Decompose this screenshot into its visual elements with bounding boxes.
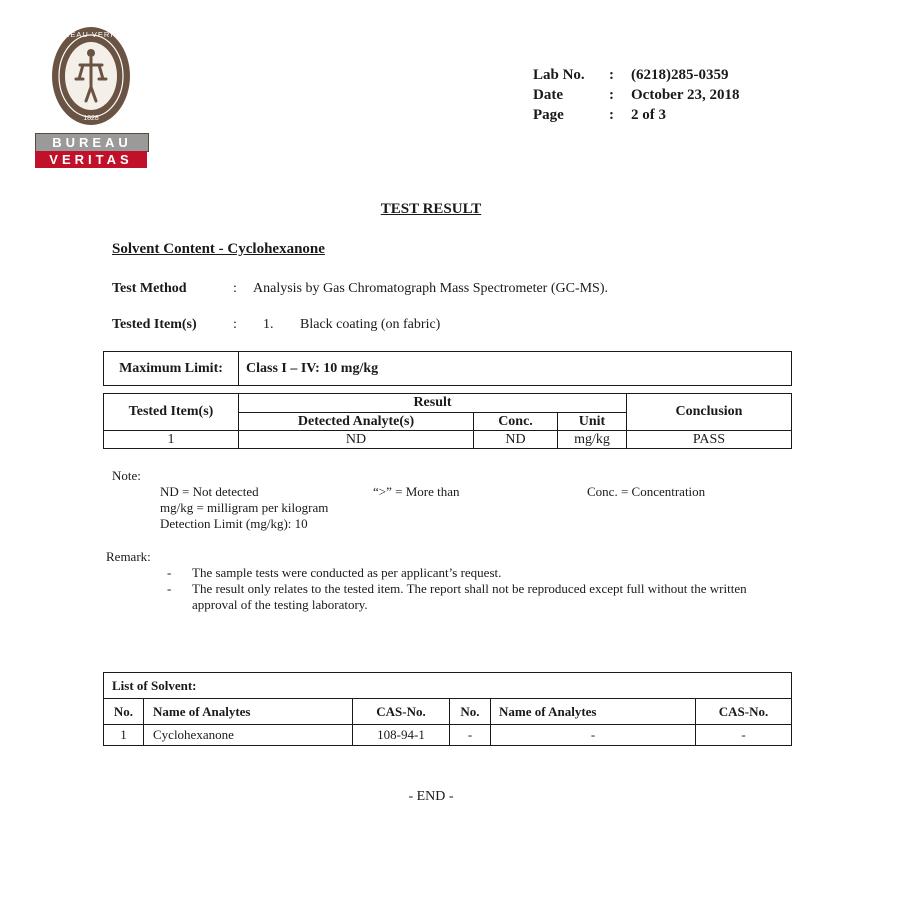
note-more-than: “>” = More than [373, 484, 460, 499]
solvent-cell-cas-1: 108-94-1 [353, 725, 450, 746]
remark-dash-1: - [167, 565, 172, 580]
result-table [103, 393, 792, 449]
tested-items-label: Tested Item(s) [112, 317, 197, 332]
date-label: Date [533, 87, 563, 103]
result-cell-detected: ND [239, 431, 474, 449]
tested-items-colon: : [233, 317, 237, 332]
svg-text:BUREAU VERITAS: BUREAU VERITAS [51, 30, 131, 39]
test-method-value: Analysis by Gas Chromatograph Mass Spectrometer (GC-MS). [253, 281, 609, 296]
result-header-tested-items: Tested Item(s) [104, 394, 239, 431]
lab-no-value: (6218)285-0359 [631, 67, 729, 83]
remark-item-2-line-1: The result only relates to the tested item. The report shall not be reproduced except full without the written [192, 581, 747, 596]
date-colon: : [609, 87, 614, 103]
remark-dash-2: - [167, 581, 172, 596]
end-marker: - END - [408, 789, 454, 804]
note-conc: Conc. = Concentration [587, 484, 706, 499]
result-header-unit: Unit [558, 413, 627, 431]
tested-items-value: Black coating (on fabric) [300, 317, 441, 332]
result-header-result: Result [239, 394, 627, 413]
maximum-limit-table [103, 351, 792, 386]
solvent-header-cas-2: CAS-No. [696, 699, 792, 725]
note-label: Note: [112, 468, 141, 483]
table-row [104, 431, 792, 449]
result-header-detected-analytes: Detected Analyte(s) [239, 413, 474, 431]
result-cell-item: 1 [104, 431, 239, 449]
result-header-conclusion: Conclusion [627, 394, 792, 431]
page-value: 2 of 3 [631, 107, 666, 123]
solvent-header-cas-1: CAS-No. [353, 699, 450, 725]
remark-item-1: The sample tests were conducted as per applicant’s request. [192, 565, 502, 580]
date-value: October 23, 2018 [631, 87, 740, 103]
logo-band-bureau: BUREAU [35, 133, 149, 152]
solvent-header-no-2: No. [450, 699, 491, 725]
table-row [104, 725, 792, 746]
note-nd: ND = Not detected [160, 484, 259, 499]
maximum-limit-value: Class I – IV: 10 mg/kg [239, 352, 792, 386]
solvent-cell-no-1: 1 [104, 725, 144, 746]
remark-label: Remark: [106, 549, 151, 564]
lab-no-label: Lab No. [533, 67, 585, 83]
solvent-header-no-1: No. [104, 699, 144, 725]
test-method-colon: : [233, 281, 237, 296]
report-title: TEST RESULT [380, 201, 482, 217]
tested-items-number: 1. [263, 317, 274, 332]
solvent-header-name-2: Name of Analytes [491, 699, 696, 725]
solvent-cell-cas-2: - [696, 725, 792, 746]
logo-band-veritas: VERITAS [35, 151, 147, 168]
result-header-conc: Conc. [474, 413, 558, 431]
test-method-label: Test Method [112, 281, 187, 296]
solvent-table-title: List of Solvent: [104, 673, 792, 699]
svg-text:1828: 1828 [83, 115, 99, 122]
result-cell-conclusion: PASS [627, 431, 792, 449]
solvent-header-name-1: Name of Analytes [144, 699, 353, 725]
solvent-list-table [103, 672, 792, 746]
section-title: Solvent Content - Cyclohexanone [112, 241, 325, 257]
page-colon: : [609, 107, 614, 123]
bureau-veritas-logo [33, 25, 149, 169]
solvent-cell-name-2: - [491, 725, 696, 746]
page-label: Page [533, 107, 564, 123]
note-detection-limit: Detection Limit (mg/kg): 10 [160, 516, 308, 531]
solvent-cell-name-1: Cyclohexanone [144, 725, 353, 746]
bureau-veritas-seal-icon [50, 25, 132, 127]
result-cell-unit: mg/kg [558, 431, 627, 449]
note-mgkg: mg/kg = milligram per kilogram [160, 500, 329, 515]
remark-item-2-line-2: approval of the testing laboratory. [192, 597, 368, 612]
maximum-limit-label: Maximum Limit: [104, 352, 239, 386]
solvent-cell-no-2: - [450, 725, 491, 746]
lab-no-colon: : [609, 67, 614, 83]
result-cell-conc: ND [474, 431, 558, 449]
